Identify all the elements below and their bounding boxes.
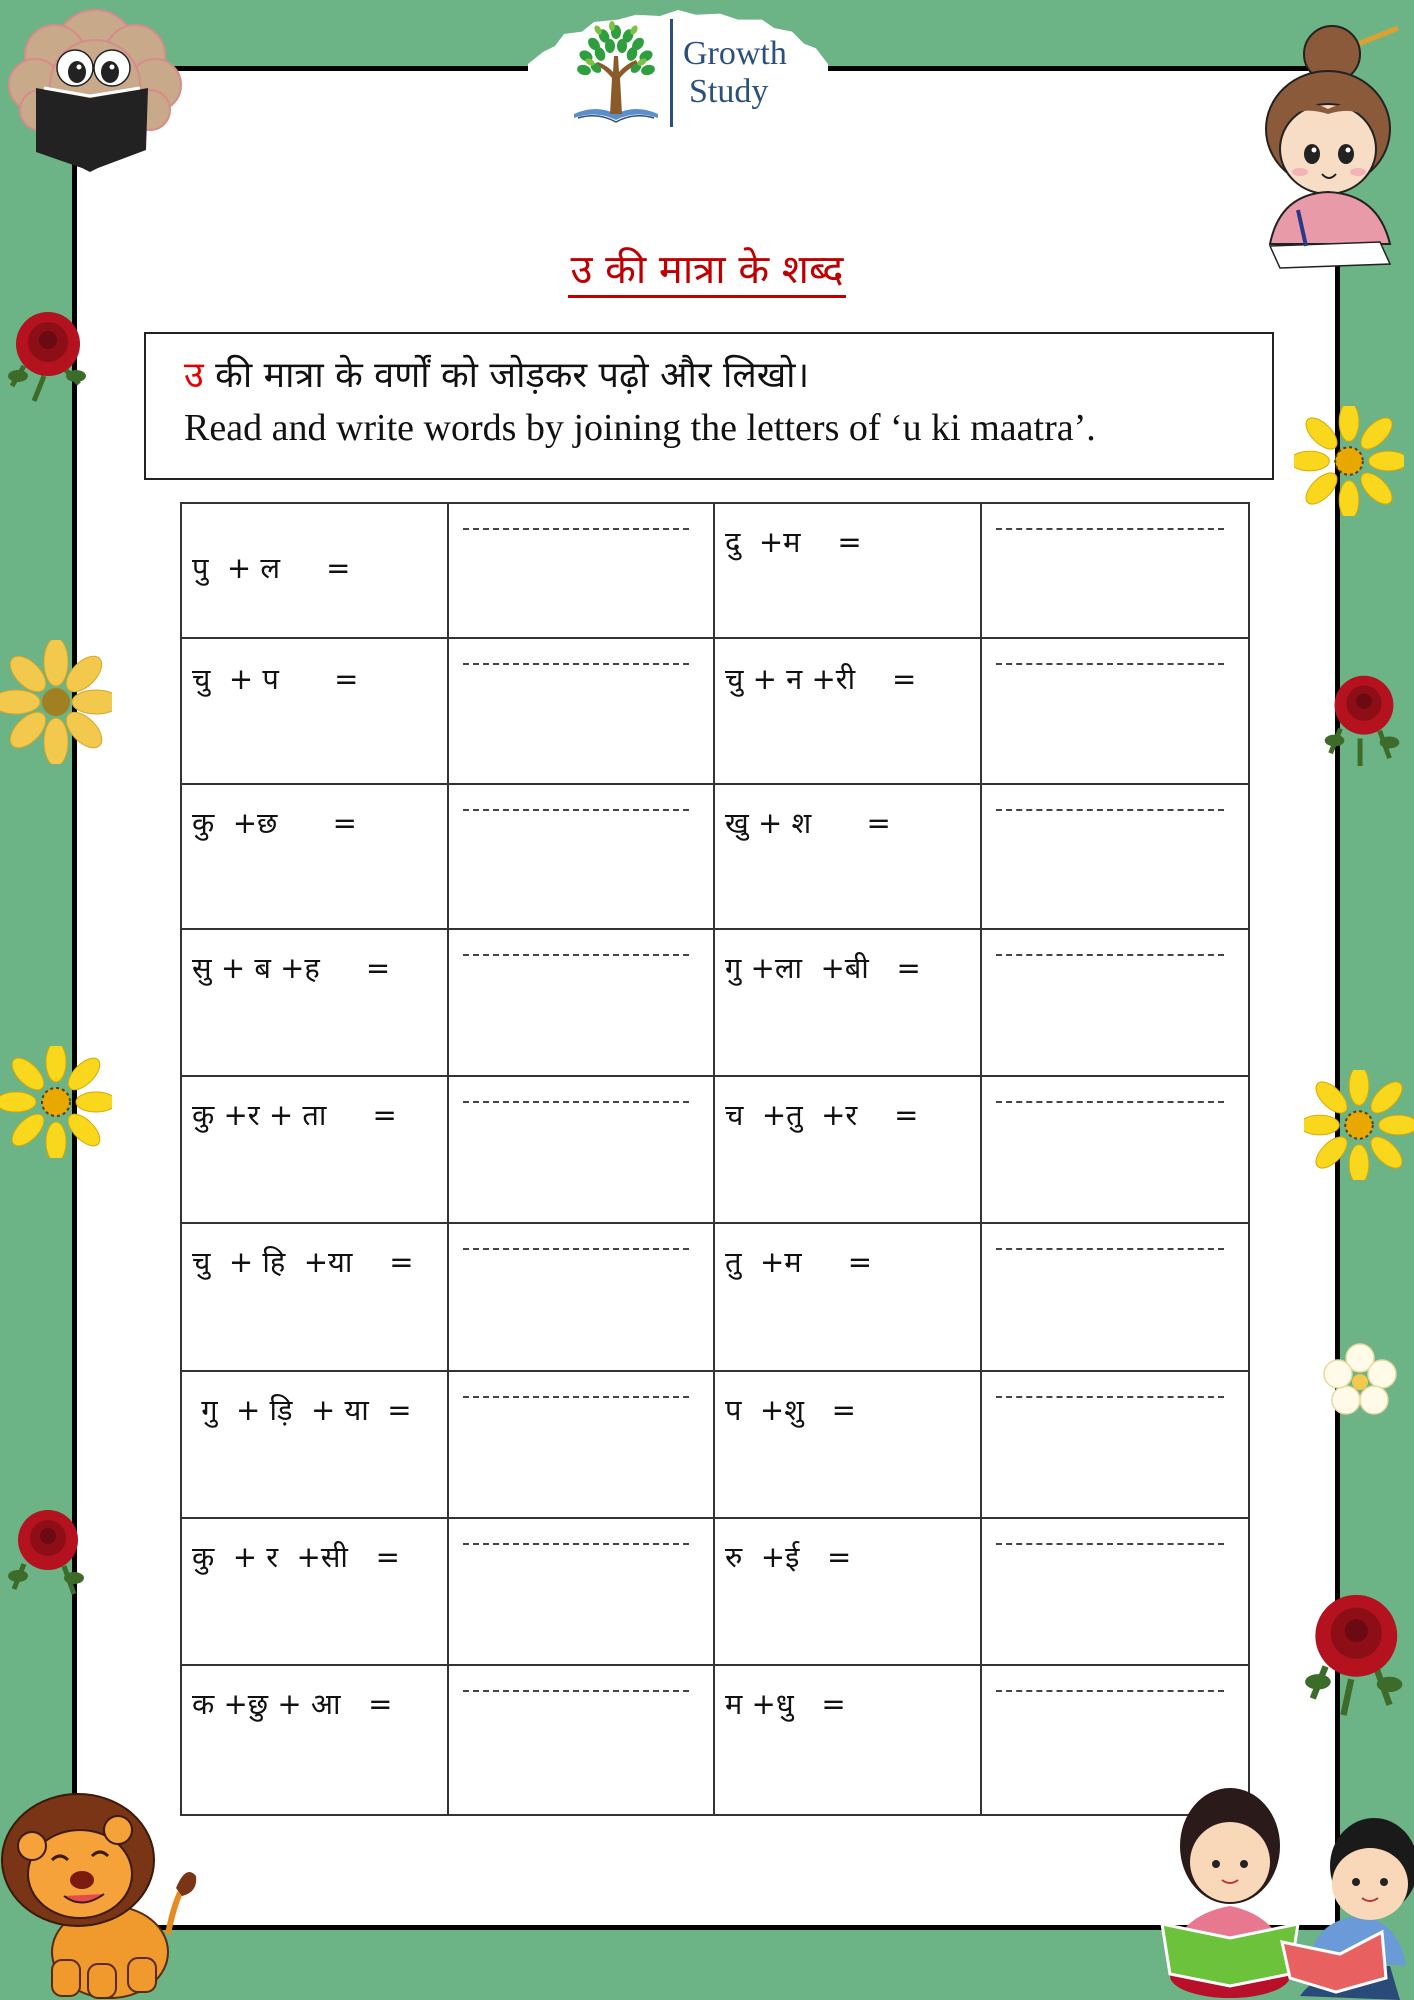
instruction-hindi: [184, 352, 1234, 400]
answer-input[interactable]: [459, 1117, 707, 1212]
table-row: [181, 1076, 1249, 1223]
expression-cell: [181, 503, 448, 638]
answer-input[interactable]: [992, 1117, 1242, 1212]
answer-dashed-line: [996, 663, 1224, 665]
expression-cell: [714, 1371, 981, 1518]
table-row: [181, 929, 1249, 1076]
letter-expression: कु + र +सी =: [192, 1540, 400, 1574]
expression-cell: [181, 1223, 448, 1371]
expression-cell: [181, 638, 448, 784]
growth-study-logo: [568, 18, 808, 128]
rose-flower-icon: [1318, 660, 1408, 766]
answer-input[interactable]: [992, 1559, 1242, 1654]
instruction-hindi-accent: उ: [184, 355, 204, 396]
expression-cell: [181, 929, 448, 1076]
page-title: [0, 240, 1414, 295]
letter-expression: कु +छ =: [192, 806, 357, 840]
brand-line-1: Growth: [683, 35, 787, 72]
answer-input[interactable]: [992, 1264, 1242, 1360]
table-row: [181, 1371, 1249, 1518]
answer-cell[interactable]: [448, 1518, 714, 1665]
answer-cell[interactable]: [981, 1371, 1249, 1518]
answer-cell[interactable]: [981, 1223, 1249, 1371]
letter-expression: पु + ल =: [192, 551, 351, 585]
expression-cell: [714, 1665, 981, 1815]
answer-dashed-line: [463, 528, 689, 530]
expression-cell: [714, 1076, 981, 1223]
rose-flower-icon: [4, 296, 90, 406]
answer-input[interactable]: [459, 970, 707, 1065]
answer-dashed-line: [996, 528, 1224, 530]
page-title-text: उ की मात्रा के शब्द: [568, 247, 845, 298]
answer-input[interactable]: [992, 825, 1242, 918]
yellow-daisy-icon: [0, 640, 112, 764]
expression-cell: [181, 1518, 448, 1665]
expression-cell: [181, 784, 448, 929]
answer-input[interactable]: [459, 544, 707, 627]
answer-cell[interactable]: [448, 1076, 714, 1223]
instruction-box: [144, 332, 1274, 480]
answer-cell[interactable]: [448, 503, 714, 638]
brand-line-2: Study: [689, 73, 769, 110]
brand-name: [683, 35, 787, 111]
answer-dashed-line: [996, 809, 1224, 811]
answer-cell[interactable]: [448, 1223, 714, 1371]
reading-child-illustration: [0, 0, 190, 175]
sunflower-icon: [1304, 1070, 1414, 1180]
expression-cell: [714, 1518, 981, 1665]
letter-expression: क +छु + आ =: [192, 1687, 393, 1721]
answer-cell[interactable]: [981, 1518, 1249, 1665]
answer-dashed-line: [996, 1543, 1224, 1545]
letter-expression: चु + प =: [192, 662, 359, 696]
letter-expression: म +धु =: [725, 1687, 846, 1721]
answer-cell[interactable]: [448, 1371, 714, 1518]
letter-expression: दु +म =: [725, 525, 862, 559]
letter-expression: प +शु =: [725, 1393, 856, 1427]
instruction-hindi-text: की मात्रा के वर्णों को जोड़कर पढ़ो और लिखो।: [203, 355, 810, 396]
letter-expression: गु +ला +बी =: [725, 951, 921, 985]
sunflower-icon: [1294, 406, 1404, 516]
answer-dashed-line: [463, 1101, 689, 1103]
letter-expression: कु +र + ता =: [192, 1098, 397, 1132]
expression-cell: [714, 1223, 981, 1371]
logo-divider: [670, 19, 673, 127]
answer-dashed-line: [996, 1396, 1224, 1398]
answer-cell[interactable]: [981, 1076, 1249, 1223]
answer-cell[interactable]: [448, 638, 714, 784]
answer-dashed-line: [463, 1543, 689, 1545]
white-flower-icon: [1322, 1342, 1398, 1418]
letter-expression: खु + श =: [725, 806, 891, 840]
letter-expression: च +तु +र =: [725, 1098, 919, 1132]
answer-dashed-line: [463, 663, 689, 665]
answer-input[interactable]: [992, 544, 1242, 627]
answer-input[interactable]: [459, 1559, 707, 1654]
letter-expression: चु + हि +या =: [192, 1245, 414, 1279]
answer-dashed-line: [463, 1396, 689, 1398]
table-row: [181, 638, 1249, 784]
table-row: [181, 784, 1249, 929]
answer-input[interactable]: [992, 970, 1242, 1065]
sunflower-icon: [0, 1046, 112, 1158]
table-row: [181, 503, 1249, 638]
answer-dashed-line: [996, 1248, 1224, 1250]
answer-input[interactable]: [459, 679, 707, 773]
expression-cell: [714, 503, 981, 638]
rose-flower-icon: [1300, 1576, 1410, 1716]
rose-flower-icon: [4, 1494, 90, 1602]
answer-input[interactable]: [459, 825, 707, 918]
answer-dashed-line: [996, 1101, 1224, 1103]
expression-cell: [181, 1371, 448, 1518]
answer-input[interactable]: [992, 679, 1242, 773]
answer-cell[interactable]: [981, 929, 1249, 1076]
letter-expression: रु +ई =: [725, 1540, 852, 1574]
answer-input[interactable]: [459, 1264, 707, 1360]
reading-kids-illustration: [1150, 1766, 1414, 2000]
table-row: [181, 1665, 1249, 1815]
expression-cell: [714, 784, 981, 929]
answer-input[interactable]: [459, 1412, 707, 1507]
table-row: [181, 1223, 1249, 1371]
letter-expression: गु + ड़ि + या =: [192, 1393, 412, 1427]
answer-cell[interactable]: [448, 1665, 714, 1815]
tree-book-icon: [568, 18, 664, 128]
letter-expression: सु + ब +ह =: [192, 951, 391, 985]
answer-cell[interactable]: [448, 784, 714, 929]
writing-girl-illustration: [1250, 14, 1410, 269]
answer-dashed-line: [996, 954, 1224, 956]
worksheet-table: [180, 502, 1250, 1816]
expression-cell: [181, 1076, 448, 1223]
expression-cell: [714, 929, 981, 1076]
answer-cell[interactable]: [981, 784, 1249, 929]
answer-cell[interactable]: [981, 638, 1249, 784]
expression-cell: [181, 1665, 448, 1815]
instruction-english: Read and write words by joining the letters of ‘u ki maatra’.: [184, 407, 1096, 449]
answer-dashed-line: [463, 954, 689, 956]
lion-illustration: [0, 1784, 200, 2000]
answer-input[interactable]: [992, 1412, 1242, 1507]
answer-dashed-line: [996, 1690, 1224, 1692]
answer-dashed-line: [463, 809, 689, 811]
answer-input[interactable]: [459, 1706, 707, 1804]
expression-cell: [714, 638, 981, 784]
answer-cell[interactable]: [981, 503, 1249, 638]
answer-dashed-line: [463, 1690, 689, 1692]
table-row: [181, 1518, 1249, 1665]
letter-expression: चु + न +री =: [725, 662, 917, 696]
answer-cell[interactable]: [448, 929, 714, 1076]
letter-expression: तु +म =: [725, 1245, 872, 1279]
answer-dashed-line: [463, 1248, 689, 1250]
